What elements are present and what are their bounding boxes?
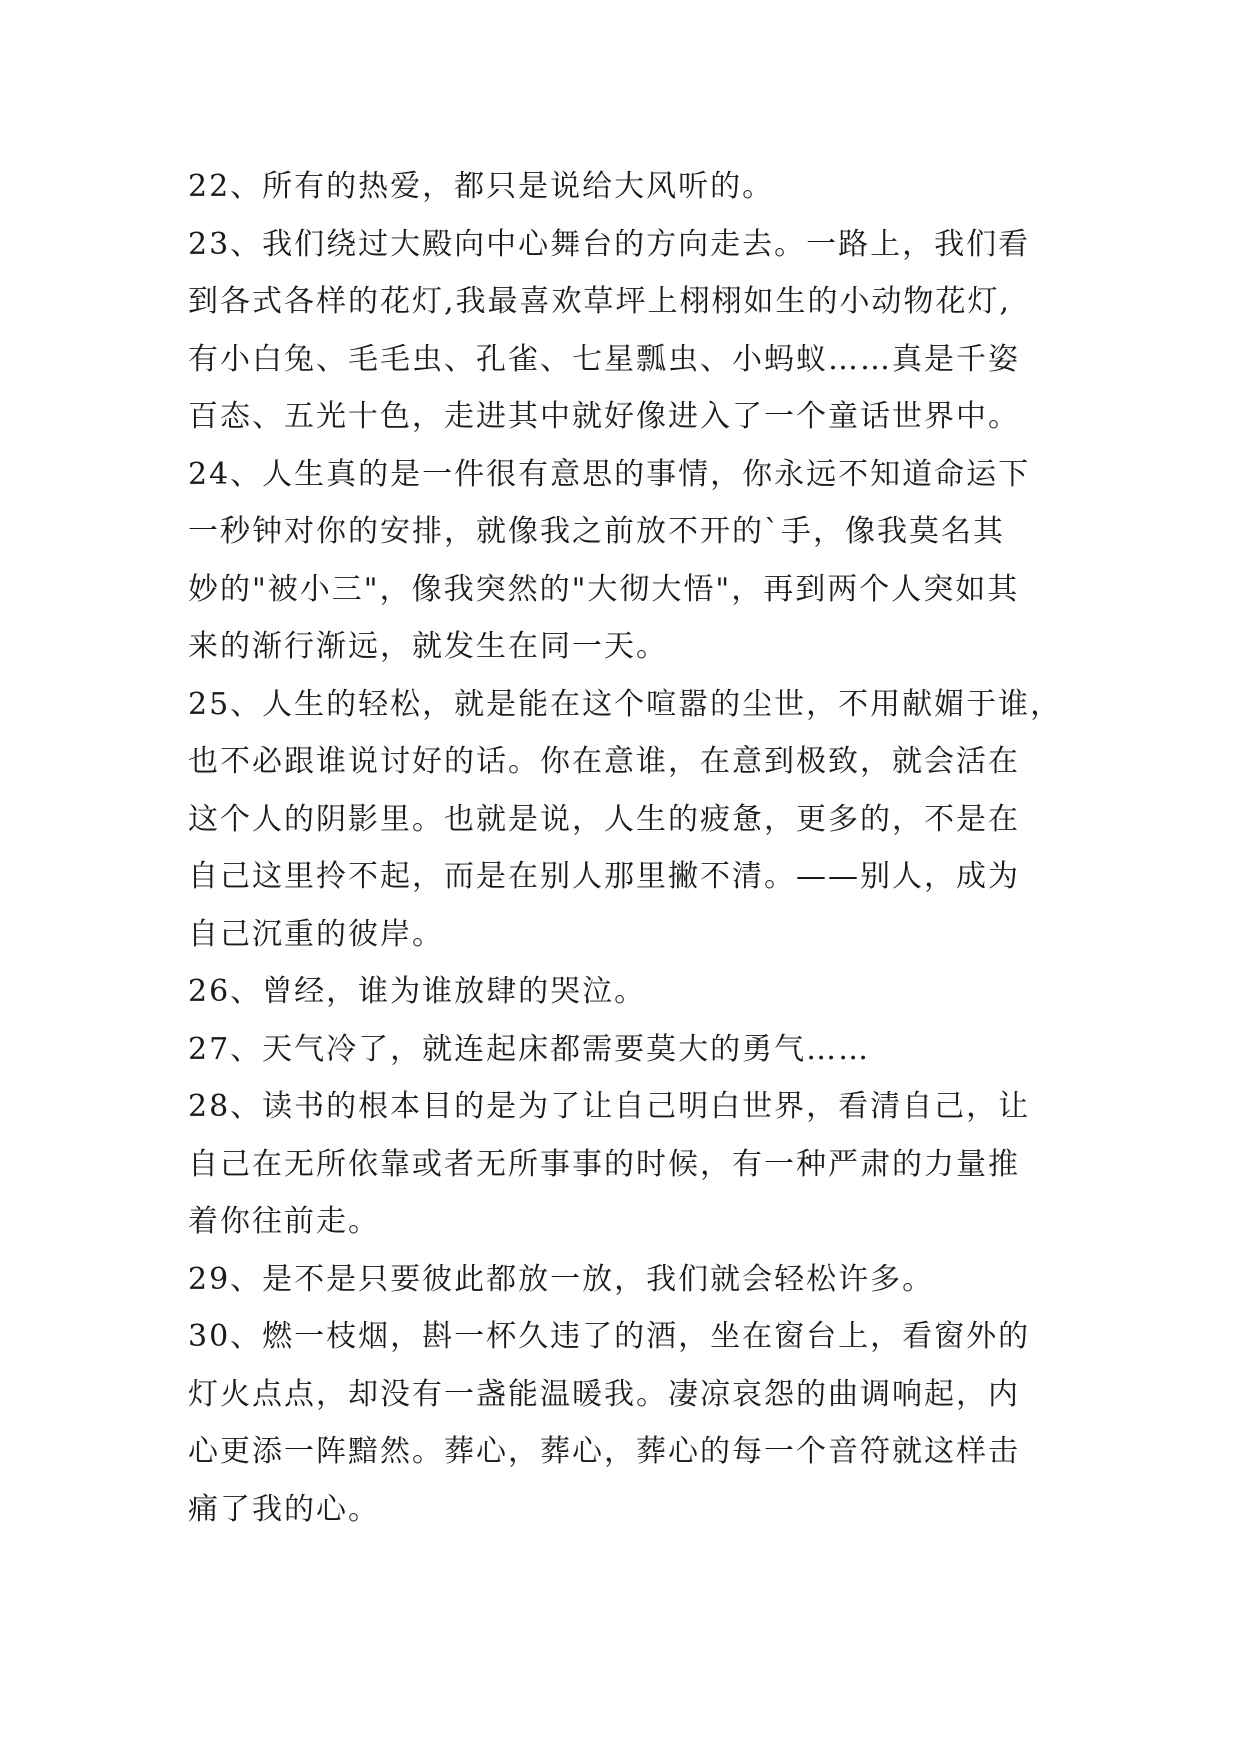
text-line: 自己这里拎不起，而是在别人那里撇不清。——别人，成为 (188, 859, 1020, 894)
text-line: 到各式各样的花灯,我最喜欢草坪上栩栩如生的小动物花灯, (188, 284, 1012, 319)
text-line: 30、燃一枝烟，斟一杯久违了的酒，坐在窗台上，看窗外的 (188, 1319, 1031, 1354)
text-line: 也不必跟谁说讨好的话。你在意谁，在意到极致，就会活在 (188, 744, 1020, 779)
text-line: 自己沉重的彼岸。 (188, 916, 444, 952)
text-line: 自己在无所依靠或者无所事事的时候，有一种严肃的力量推 (188, 1146, 1020, 1182)
text-line: 23、我们绕过大殿向中心舞台的方向走去。一路上，我们看 (188, 226, 1031, 262)
text-line: 有小白兔、毛毛虫、孔雀、七星瓢虫、小蚂蚁……真是千姿 (188, 341, 1020, 377)
text-line: 百态、五光十色，走进其中就好像进入了一个童话世界中。 (188, 399, 1020, 434)
text-line: 灯火点点，却没有一盏能温暖我。凄凉哀怨的曲调响起，内 (188, 1376, 1020, 1412)
text-line: 痛了我的心。 (188, 1491, 380, 1527)
text-line: 一秒钟对你的安排，就像我之前放不开的`手，像我莫名其 (188, 514, 1005, 549)
text-line: 29、是不是只要彼此都放一放，我们就会轻松许多。 (188, 1261, 935, 1297)
text-line: 着你往前走。 (188, 1204, 380, 1239)
text-line: 来的渐行渐远，就发生在同一天。 (188, 629, 668, 664)
text-line: 22、所有的热爱，都只是说给大风听的。 (188, 169, 775, 204)
document-body (188, 158, 1088, 1538)
text-line: 25、人生的轻松，就是能在这个喧嚣的尘世，不用献媚于谁， (188, 686, 1063, 722)
text-line: 24、人生真的是一件很有意思的事情，你永远不知道命运下 (188, 456, 1031, 492)
text-line: 妙的"被小三"，像我突然的"大彻大悟"，再到两个人突如其 (188, 571, 1020, 607)
text-line: 27、天气冷了，就连起床都需要莫大的勇气…… (188, 1031, 871, 1067)
text-line: 26、曾经，谁为谁放肆的哭泣。 (188, 974, 647, 1009)
text-line: 28、读书的根本目的是为了让自己明白世界，看清自己，让 (188, 1089, 1031, 1124)
text-line: 这个人的阴影里。也就是说，人生的疲惫，更多的，不是在 (188, 801, 1020, 837)
text-line: 心更添一阵黯然。葬心，葬心，葬心的每一个音符就这样击 (188, 1434, 1020, 1469)
